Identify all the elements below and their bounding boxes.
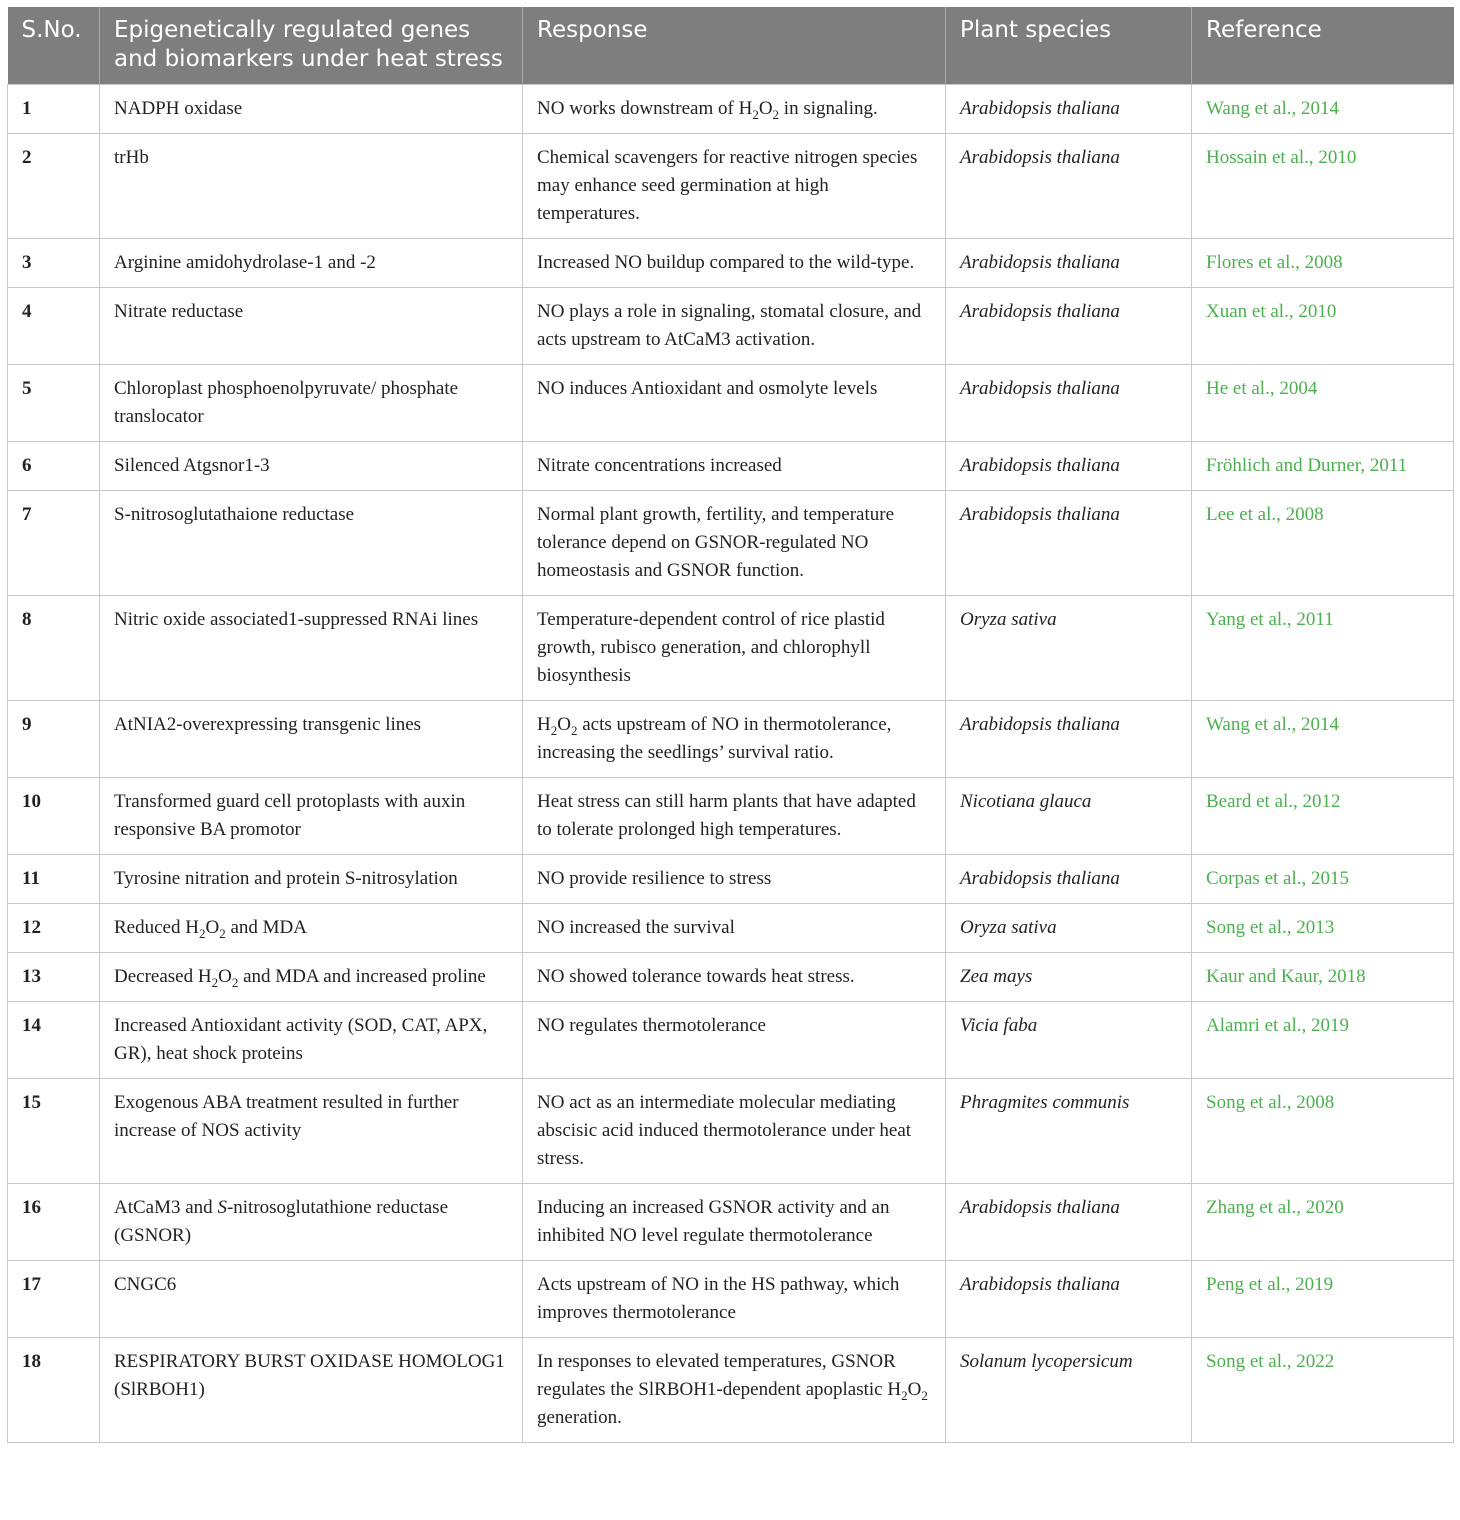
table-row <box>8 288 1454 365</box>
cell-gene: Tyrosine nitration and protein S-nitrosylation <box>100 855 523 904</box>
table-row <box>8 778 1454 855</box>
cell-gene: Exogenous ABA treatment resulted in further increase of NOS activity <box>100 1079 523 1184</box>
cell-response: Heat stress can still harm plants that have adapted to tolerate prolonged high temperatures. <box>523 778 946 855</box>
cell-reference[interactable]: He et al., 2004 <box>1192 365 1454 442</box>
cell-response: Normal plant growth, fertility, and temperature tolerance depend on GSNOR-regulated NO homeostasis and GSNOR function. <box>523 491 946 596</box>
cell-gene: Arginine amidohydrolase-1 and -2 <box>100 239 523 288</box>
cell-species: Arabidopsis thaliana <box>946 134 1192 239</box>
cell-gene: Silenced Atgsnor1-3 <box>100 442 523 491</box>
table-row <box>8 1002 1454 1079</box>
cell-reference[interactable]: Song et al., 2013 <box>1192 904 1454 953</box>
heat-stress-table <box>7 7 1454 1443</box>
cell-reference[interactable]: Fröhlich and Durner, 2011 <box>1192 442 1454 491</box>
cell-response: NO showed tolerance towards heat stress. <box>523 953 946 1002</box>
table-row <box>8 134 1454 239</box>
cell-reference[interactable]: Yang et al., 2011 <box>1192 596 1454 701</box>
cell-reference[interactable]: Wang et al., 2014 <box>1192 701 1454 778</box>
cell-response: NO provide resilience to stress <box>523 855 946 904</box>
cell-sno: 17 <box>8 1261 100 1338</box>
cell-species: Oryza sativa <box>946 904 1192 953</box>
cell-reference[interactable]: Lee et al., 2008 <box>1192 491 1454 596</box>
cell-gene: AtNIA2-overexpressing transgenic lines <box>100 701 523 778</box>
table-row <box>8 1184 1454 1261</box>
cell-reference[interactable]: Wang et al., 2014 <box>1192 85 1454 134</box>
cell-gene: Nitric oxide associated1-suppressed RNAi lines <box>100 596 523 701</box>
cell-sno: 13 <box>8 953 100 1002</box>
cell-reference[interactable]: Zhang et al., 2020 <box>1192 1184 1454 1261</box>
table-row <box>8 855 1454 904</box>
cell-gene: Transformed guard cell protoplasts with auxin responsive BA promotor <box>100 778 523 855</box>
cell-species: Arabidopsis thaliana <box>946 855 1192 904</box>
cell-sno: 9 <box>8 701 100 778</box>
cell-response: NO works downstream of $H_2O_2$ in signaling. <box>523 85 946 134</box>
cell-species: Arabidopsis thaliana <box>946 701 1192 778</box>
cell-gene: trHb <box>100 134 523 239</box>
cell-species: Arabidopsis thaliana <box>946 288 1192 365</box>
cell-species: Phragmites communis <box>946 1079 1192 1184</box>
table-row <box>8 701 1454 778</box>
table-row <box>8 953 1454 1002</box>
table-row <box>8 491 1454 596</box>
cell-species: Vicia faba <box>946 1002 1192 1079</box>
header-species: Plant species <box>946 7 1192 85</box>
cell-sno: 11 <box>8 855 100 904</box>
cell-response: Inducing an increased GSNOR activity and an inhibited NO level regulate thermotolerance <box>523 1184 946 1261</box>
cell-response: In responses to elevated temperatures, GSNOR regulates the SlRBOH1-dependent apoplastic $H_2O_2$ generation. <box>523 1338 946 1443</box>
cell-reference[interactable]: Peng et al., 2019 <box>1192 1261 1454 1338</box>
cell-response: NO increased the survival <box>523 904 946 953</box>
cell-sno: 7 <box>8 491 100 596</box>
cell-response: NO plays a role in signaling, stomatal closure, and acts upstream to AtCaM3 activation. <box>523 288 946 365</box>
cell-response: NO regulates thermotolerance <box>523 1002 946 1079</box>
cell-gene: Nitrate reductase <box>100 288 523 365</box>
cell-sno: 5 <box>8 365 100 442</box>
header-response: Response <box>523 7 946 85</box>
cell-reference[interactable]: Song et al., 2008 <box>1192 1079 1454 1184</box>
cell-gene: NADPH oxidase <box>100 85 523 134</box>
header-row <box>8 7 1454 85</box>
cell-sno: 18 <box>8 1338 100 1443</box>
cell-response: NO act as an intermediate molecular mediating abscisic acid induced thermotolerance under heat stress. <box>523 1079 946 1184</box>
cell-gene: AtCaM3 and S-nitrosoglutathione reductase (GSNOR) <box>100 1184 523 1261</box>
cell-species: Solanum lycopersicum <box>946 1338 1192 1443</box>
cell-sno: 12 <box>8 904 100 953</box>
header-gene: Epigenetically regulated genes and biomarkers under heat stress <box>100 7 523 85</box>
cell-species: Zea mays <box>946 953 1192 1002</box>
cell-gene: Chloroplast phosphoenolpyruvate/ phosphate translocator <box>100 365 523 442</box>
cell-species: Oryza sativa <box>946 596 1192 701</box>
cell-reference[interactable]: Song et al., 2022 <box>1192 1338 1454 1443</box>
cell-sno: 14 <box>8 1002 100 1079</box>
cell-sno: 4 <box>8 288 100 365</box>
cell-sno: 16 <box>8 1184 100 1261</box>
cell-species: Arabidopsis thaliana <box>946 85 1192 134</box>
cell-species: Arabidopsis thaliana <box>946 491 1192 596</box>
cell-response: $H_2O_2$ acts upstream of NO in thermotolerance, increasing the seedlings’ survival ratio. <box>523 701 946 778</box>
cell-gene: Increased Antioxidant activity (SOD, CAT, APX, GR), heat shock proteins <box>100 1002 523 1079</box>
cell-gene: Decreased $H_2O_2$ and MDA and increased proline <box>100 953 523 1002</box>
table-body <box>8 85 1454 1443</box>
table-row <box>8 442 1454 491</box>
cell-gene: RESPIRATORY BURST OXIDASE HOMOLOG1 (SlRBOH1) <box>100 1338 523 1443</box>
cell-gene: CNGC6 <box>100 1261 523 1338</box>
cell-gene: S-nitrosoglutathaione reductase <box>100 491 523 596</box>
cell-reference[interactable]: Corpas et al., 2015 <box>1192 855 1454 904</box>
table-container <box>7 7 1453 1443</box>
table-row <box>8 1338 1454 1443</box>
table-row <box>8 904 1454 953</box>
cell-gene: Reduced $H_2O_2$ and MDA <box>100 904 523 953</box>
cell-species: Nicotiana glauca <box>946 778 1192 855</box>
header-reference: Reference <box>1192 7 1454 85</box>
cell-response: Acts upstream of NO in the HS pathway, which improves thermotolerance <box>523 1261 946 1338</box>
cell-sno: 3 <box>8 239 100 288</box>
table-row <box>8 239 1454 288</box>
cell-species: Arabidopsis thaliana <box>946 239 1192 288</box>
cell-species: Arabidopsis thaliana <box>946 1261 1192 1338</box>
cell-response: Temperature-dependent control of rice plastid growth, rubisco generation, and chlorophyll biosynthesis <box>523 596 946 701</box>
cell-reference[interactable]: Hossain et al., 2010 <box>1192 134 1454 239</box>
table-row <box>8 1079 1454 1184</box>
table-header <box>8 7 1454 85</box>
cell-sno: 6 <box>8 442 100 491</box>
cell-reference[interactable]: Flores et al., 2008 <box>1192 239 1454 288</box>
cell-response: NO induces Antioxidant and osmolyte levels <box>523 365 946 442</box>
cell-response: Nitrate concentrations increased <box>523 442 946 491</box>
cell-sno: 10 <box>8 778 100 855</box>
cell-reference[interactable]: Kaur and Kaur, 2018 <box>1192 953 1454 1002</box>
cell-species: Arabidopsis thaliana <box>946 1184 1192 1261</box>
header-sno: S.No. <box>8 7 100 85</box>
cell-reference[interactable]: Xuan et al., 2010 <box>1192 288 1454 365</box>
cell-sno: 1 <box>8 85 100 134</box>
cell-species: Arabidopsis thaliana <box>946 365 1192 442</box>
cell-response: Chemical scavengers for reactive nitrogen species may enhance seed germination at high temperatures. <box>523 134 946 239</box>
table-row <box>8 365 1454 442</box>
table-row <box>8 85 1454 134</box>
cell-sno: 2 <box>8 134 100 239</box>
cell-sno: 8 <box>8 596 100 701</box>
cell-species: Arabidopsis thaliana <box>946 442 1192 491</box>
cell-response: Increased NO buildup compared to the wild-type. <box>523 239 946 288</box>
cell-reference[interactable]: Alamri et al., 2019 <box>1192 1002 1454 1079</box>
table-row <box>8 1261 1454 1338</box>
table-row <box>8 596 1454 701</box>
cell-reference[interactable]: Beard et al., 2012 <box>1192 778 1454 855</box>
cell-sno: 15 <box>8 1079 100 1184</box>
